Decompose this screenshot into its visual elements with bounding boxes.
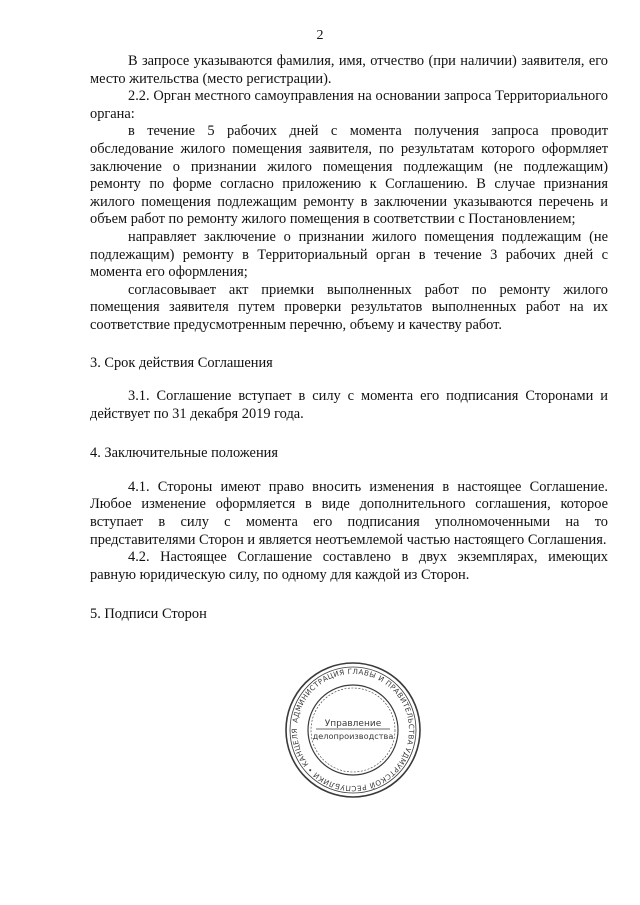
paragraph-send-conclusion: направляет заключение о признании жилого помещения подлежащим (не подлежащим) ремонту в Территориальный орган в течение 3 рабочих дней с момента его оформления;	[90, 228, 608, 281]
paragraph-applicant-data: В запросе указываются фамилия, имя, отчество (при наличии) заявителя, его место жительства (место регистрации).	[90, 53, 608, 87]
stamp-line-1: Управление	[324, 719, 382, 729]
paragraph-4-1: 4.1. Стороны имеют право вносить изменения в настоящее Соглашение. Любое изменение оформляется в виде дополнительного соглашения, которое вступает в силу с момента его подписания уполномоченными на то представителями Сторон и является неотъемлемой частью настоящего Соглашения.	[90, 478, 608, 548]
paragraph-4-2: 4.2. Настоящее Соглашение составлено в двух экземплярах, имеющих равную юридическую силу, по одному для каждой из Сторон.	[90, 549, 608, 583]
section-4-heading: 4. Заключительные положения	[90, 445, 278, 462]
stamp-ring-text: АДМИНИСТРАЦИЯ ГЛАВЫ И ПРАВИТЕЛЬСТВА УДМУРТСКОЙ РЕСПУБЛИКИ • КАНЦЕЛЯ	[289, 666, 417, 794]
official-stamp	[283, 660, 423, 800]
section-3-heading: 3. Срок действия Соглашения	[90, 354, 273, 371]
section-5-heading: 5. Подписи Сторон	[90, 606, 207, 623]
paragraph-2-2: 2.2. Орган местного самоуправления на основании запроса Территориального органа:	[90, 88, 608, 122]
document-body	[90, 53, 608, 640]
page-number: 2	[316, 28, 324, 43]
paragraph-inspection: в течение 5 рабочих дней с момента получения запроса проводит обследование жилого помещения заявителя, по результатам которого оформляет заключение о признании жилого помещения подлежащим (не подлежащим) ремонту по форме согласно приложению к Соглашению. В случае признания жилого помещения подлежащим ремонту в заключении указываются перечень и объем работ по ремонту жилого помещения в соответствии с Постановлением;	[90, 123, 608, 228]
paragraph-approve-act: согласовывает акт приемки выполненных работ по ремонту жилого помещения заявителя путем проверки результатов выполненных работ на их соответствие предусмотренным перечню, объему и качеству работ.	[90, 281, 608, 333]
paragraph-3-1: 3.1. Соглашение вступает в силу с момента его подписания Сторонами и действует по 31 декабря 2019 года.	[90, 388, 608, 422]
stamp-line-2: делопроизводства	[312, 731, 394, 741]
